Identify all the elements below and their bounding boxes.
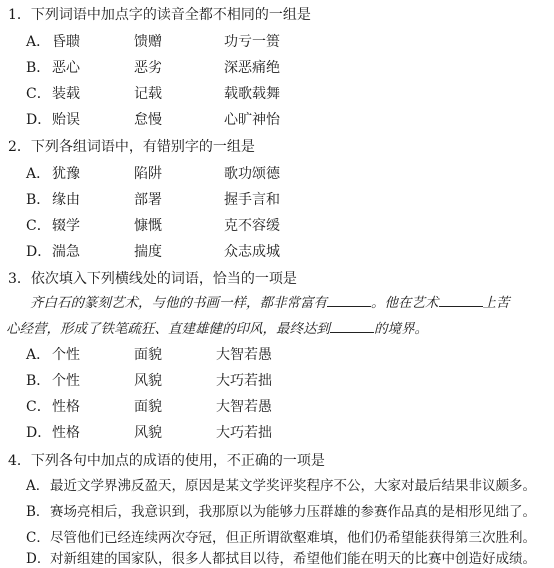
option-word: 众志成城 <box>224 244 280 260</box>
option-word: 恶劣 <box>134 60 162 76</box>
option-word: 面貌 <box>134 347 162 363</box>
question-2-option-d <box>26 243 280 261</box>
question-1-option-c <box>26 85 280 103</box>
option-word: 揣度 <box>134 244 162 260</box>
option-word: 缘由 <box>52 192 80 208</box>
option-letter: C． <box>26 399 51 415</box>
question-4-option-a <box>26 477 536 495</box>
option-word: 犹豫 <box>52 166 80 182</box>
option-word: 功亏一篑 <box>224 34 280 50</box>
option-word: 怠慢 <box>134 112 162 128</box>
option-letter: B． <box>26 504 50 520</box>
passage-text: 的境界。 <box>374 321 428 337</box>
option-word: 载歌载舞 <box>224 86 280 102</box>
option-word: 面貌 <box>134 399 162 415</box>
question-1-option-b <box>26 59 280 77</box>
option-text: 最近文学界沸反盈天，原因是某文学奖评奖程序不公，大家对最后结果非议颇多。 <box>50 478 536 494</box>
question-2-title: 2．下列各组词语中，有错别字的一组是 <box>8 139 255 155</box>
option-word: 握手言和 <box>224 192 280 208</box>
question-3-option-c <box>26 398 272 416</box>
option-word: 贻误 <box>52 112 80 128</box>
question-1-title: 1．下列词语中加点字的读音全都不相同的一组是 <box>8 7 311 23</box>
option-word: 大巧若拙 <box>216 373 272 389</box>
fill-blank <box>327 292 371 307</box>
option-letter: A． <box>26 347 51 363</box>
passage-text: 心经营，形成了铁笔疏狂、直建雄健的印风，最终达到 <box>6 321 330 337</box>
question-2-option-c <box>26 217 280 235</box>
option-word: 慷慨 <box>134 218 162 234</box>
option-word: 湍急 <box>52 244 80 260</box>
option-word: 风貌 <box>134 373 162 389</box>
option-letter: D． <box>26 244 52 260</box>
question-4-option-b <box>26 503 536 521</box>
question-4-option-c <box>26 529 536 547</box>
option-text: 对新组建的国家队，很多人都拭目以待，希望他们能在明天的比赛中创造好成绩。 <box>50 551 536 567</box>
option-letter: D． <box>26 551 51 567</box>
option-letter: C． <box>26 86 51 102</box>
question-3-passage <box>6 290 550 342</box>
question-3-option-d <box>26 424 272 442</box>
question-3-option-a <box>26 346 272 364</box>
option-word: 克不容缓 <box>224 218 280 234</box>
option-word: 陷阱 <box>134 166 162 182</box>
option-word: 风貌 <box>134 425 162 441</box>
option-letter: A． <box>26 478 50 494</box>
question-2-option-b <box>26 191 280 209</box>
option-letter: A． <box>26 34 51 50</box>
option-word: 歌功颂德 <box>224 166 280 182</box>
fill-blank <box>330 318 374 333</box>
option-word: 辍学 <box>52 218 80 234</box>
question-2-option-a <box>26 165 280 183</box>
option-word: 大巧若拙 <box>216 425 272 441</box>
question-1-option-a <box>26 33 280 51</box>
fill-blank <box>439 292 483 307</box>
option-word: 记载 <box>134 86 162 102</box>
question-3-option-b <box>26 372 272 390</box>
option-word: 恶心 <box>52 60 80 76</box>
passage-text: 。他在艺术 <box>371 295 439 311</box>
option-word: 馈赠 <box>134 34 162 50</box>
option-word: 大智若愚 <box>216 347 272 363</box>
option-word: 深恶痛绝 <box>224 60 280 76</box>
question-4-title: 4．下列各句中加点的成语的使用，不正确的一项是 <box>8 453 325 469</box>
option-word: 个性 <box>52 347 80 363</box>
option-word: 大智若愚 <box>216 399 272 415</box>
option-letter: C． <box>26 218 51 234</box>
option-word: 心旷神怡 <box>224 112 280 128</box>
option-letter: A． <box>26 166 51 182</box>
option-letter: D． <box>26 425 52 441</box>
option-text: 赛场亮相后，我意识到，我那原以为能够力压群雄的参赛作品真的是相形见绌了。 <box>50 504 536 520</box>
option-word: 个性 <box>52 373 80 389</box>
option-text: 尽管他们已经连续两次夺冠，但正所谓欲壑难填，他们仍希望能获得第三次胜利。 <box>50 530 536 546</box>
option-letter: C． <box>26 530 50 546</box>
option-letter: B． <box>26 192 51 208</box>
option-letter: B． <box>26 60 51 76</box>
option-word: 部署 <box>134 192 162 208</box>
passage-text: 齐白石的篆刻艺术，与他的书画一样，都非常富有 <box>30 295 327 311</box>
option-word: 性格 <box>52 425 80 441</box>
option-letter: B． <box>26 373 51 389</box>
option-word: 昏聩 <box>52 34 80 50</box>
option-letter: D． <box>26 112 52 128</box>
option-word: 装载 <box>52 86 80 102</box>
question-4-option-d <box>26 550 536 568</box>
passage-text: 上苦 <box>482 295 510 311</box>
question-3-title: 3．依次填入下列横线处的词语，恰当的一项是 <box>8 271 297 287</box>
option-word: 性格 <box>52 399 80 415</box>
question-1-option-d <box>26 111 280 129</box>
